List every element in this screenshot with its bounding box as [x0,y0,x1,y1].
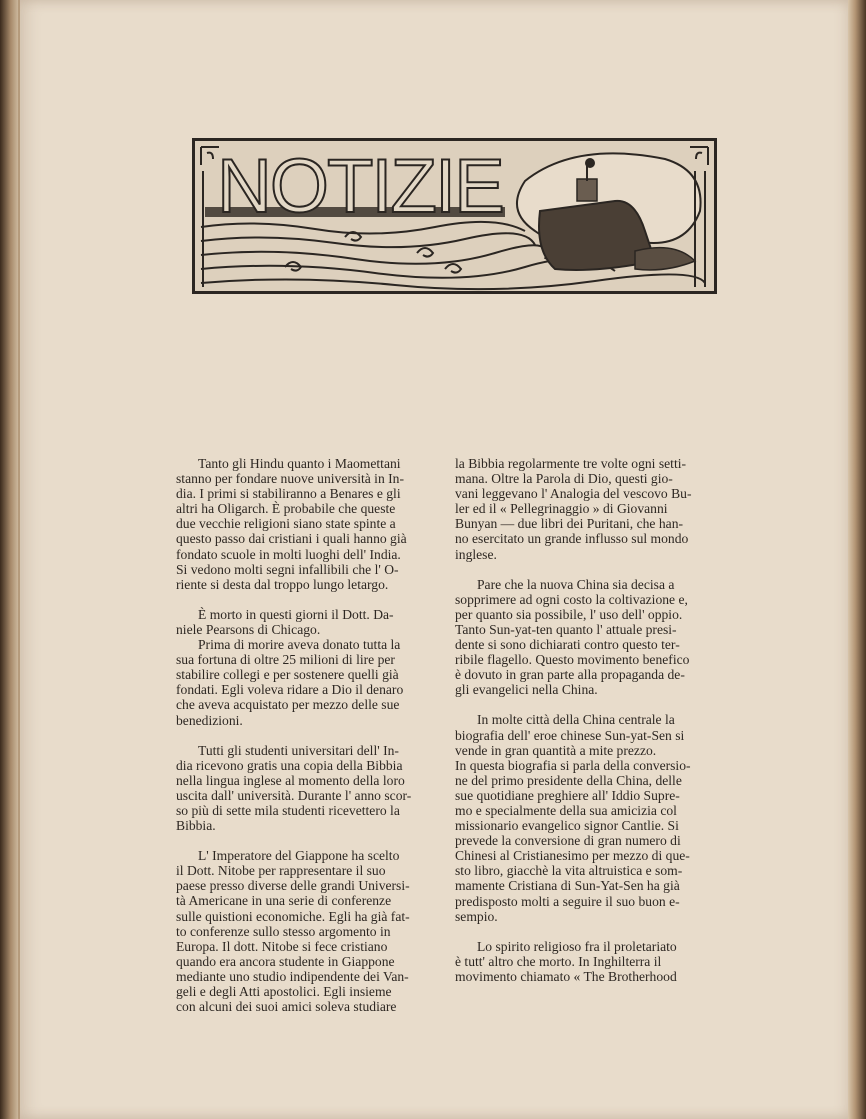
paragraph-nitobe: L' Imperatore del Giappone ha scelto il Dott. Nitobe per rappresentare il suo paese presso diverse delle grandi Universi- tà Americane in una serie di conferenze sulle quistioni economiche. Egli ha già fat- to conferenze sullo stesso argomento in Europa. Il dott. Nitobe si fece cristiano quando era ancora studente in Giappone mediante uno studio indipendente dei Van- geli e degli Atti apostolici. Egli insieme con alcuni dei suoi amici soleva studiare [176,848,410,1015]
book-spine-edge [0,0,18,1119]
paragraph-india-bibles: Tutti gli studenti universitari dell' In- dia ricevono gratis una copia della Bibbia nella lingua inglese al momento della loro uscita dall' università. Durante l' anno scor- so più di sette mila studenti ricevettero la Bibbia. [176,742,412,834]
page-edge-right [848,0,866,1119]
left-text-column [176,456,450,1029]
paragraph-hindu-universities: Tanto gli Hindu quanto i Maomettani stanno per fondare nuove università in In- dia. I primi si stabiliranno a Benares e gli altri ha Oligarch. È probabile che queste due vecchie religioni siano state spinte a questo passo dai cristiani i quali hanno già fondato scuole in molti luoghi dell' India. Si vedono molti segni infallibili che l' O- riente si desta dal troppo lungo letargo. [176,456,407,592]
paragraph-proletariat: Lo spirito religioso fra il proletariato è tutt' altro che morto. In Inghilterra il movimento chiamato « The Brotherhood [455,938,677,984]
paragraph-pearsons-donation: Prima di morire aveva donato tutta la sua fortuna di oltre 25 milioni di lire per stabilire collegi e per sostenere quelli già fondati. Egli voleva ridare a Dio il denaro che aveva acquistato per mezzo delle sue benedizioni. [176,637,404,728]
right-text-column [455,456,731,999]
section-title: NOTIZIE [217,144,503,229]
paragraph-bible-study: la Bibbia regolarmente tre volte ogni setti- mana. Oltre la Parola di Dio, questi gio- vani leggevano l' Analogia del vescovo Bu- ler ed il « Pellegrinaggio » di Giovanni Bunyan — due libri dei Puritani, che han- no esercitato un grande influsso sul mondo inglese. [455,456,692,562]
paragraph-pearsons-death: È morto in questi giorni il Dott. Da- niele Pearsons di Chicago. [176,606,394,637]
notizie-header-banner [192,138,717,294]
paragraph-opium: Pare che la nuova China sia decisa a sopprimere ad ogni costo la coltivazione e, per quanto sia possibile, l' uso dell' oppio. Tanto Sun-yat-ten quanto l' attuale presi- dente si sono dichiarati contro questo ter- ribile flagello. Questo movimento benefico è dovuto in gran parte alla propaganda de- gli evangelici nella China. [455,576,690,698]
paragraph-sun-yat-sen-biography: In molte città della China centrale la biografia dell' eroe chinese Sun-yat-Sen si vende in gran quantità a mite prezzo. In questa biografia si parla della conversio- ne del primo presidente della China, delle sue quotidiane preghiere all' Iddio Supre- mo e specialmente della sua amicizia col missionario evangelico signor Cantlie. Si prevede la conversione di gran numero di Chinesi al Cristianesimo per mezzo di que- sto libro, giacchè la vita altruistica e som- mamente Cristiana di Sun-Yat-Sen ha già predisposto molti a seguire il suo buon e- sempio. [455,712,691,924]
